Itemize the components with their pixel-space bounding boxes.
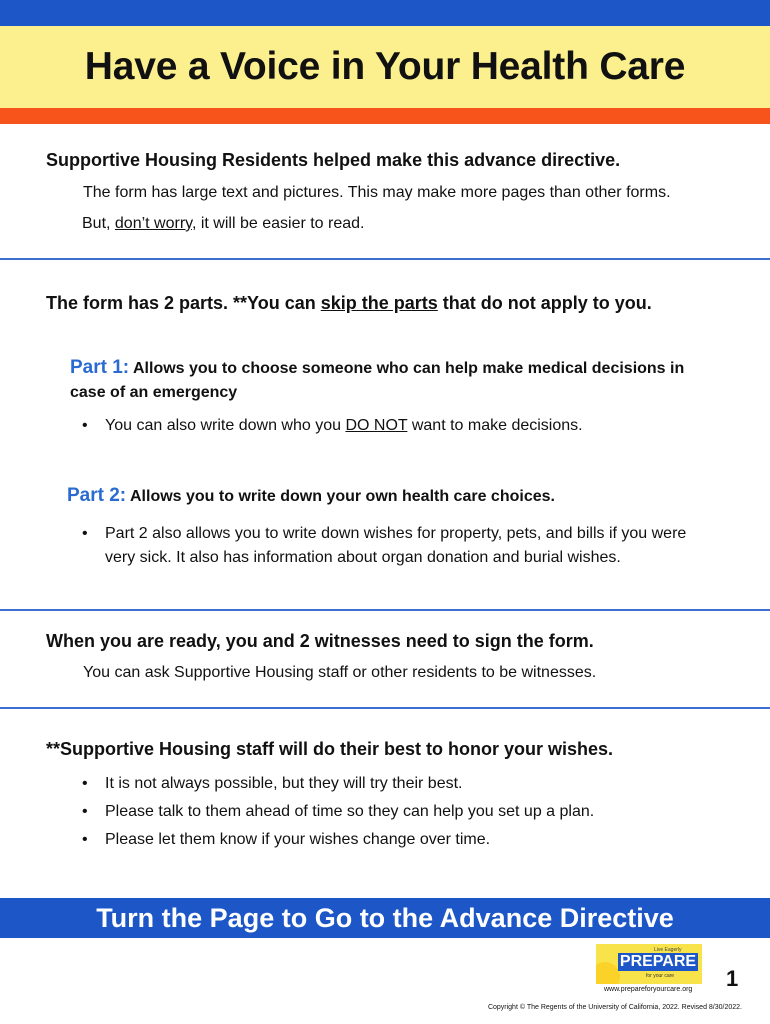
part-1-heading <box>70 356 720 405</box>
do-not-text: DO NOT <box>345 417 408 434</box>
part-1-bullet-b: want to make decisions. <box>407 417 583 434</box>
divider-2 <box>0 609 770 611</box>
honor-bullets <box>82 772 594 856</box>
parts-heading-a: The form has 2 parts. **You can <box>46 293 321 313</box>
list-item <box>82 772 594 796</box>
part-1-label: Part 1: <box>70 357 130 378</box>
prepare-logo <box>596 944 702 984</box>
part-1-bullets <box>82 414 583 438</box>
part-2-bullet: Part 2 also allows you to write down wishes for property, pets, and bills if you were very sick. It also has information about organ donation and burial wishes. <box>105 525 687 566</box>
honor-bullet-2: Please talk to them ahead of time so they can help you set up a plan. <box>105 803 595 820</box>
list-item <box>82 828 594 852</box>
parts-heading-b: that do not apply to you. <box>437 293 652 313</box>
intro-line-2 <box>82 215 365 233</box>
logo-small-text: Live Eagerly <box>654 947 682 953</box>
list-item <box>82 800 594 824</box>
turn-page-banner <box>0 898 770 938</box>
honor-bullet-1: It is not always possible, but they will try their best. <box>105 775 463 792</box>
sign-text: You can ask Supportive Housing staff or other residents to be witnesses. <box>83 664 597 681</box>
intro-line-2-b: , it will be easier to read. <box>191 215 365 232</box>
part-2-text: Allows you to write down your own health care choices. <box>126 488 555 505</box>
part-2-bullets <box>82 522 712 570</box>
honor-bullet-3: Please let them know if your wishes change over time. <box>105 831 491 848</box>
bullet-icon: • <box>82 417 88 434</box>
intro-line-2-a: But, <box>82 215 115 232</box>
bullet-icon: • <box>82 831 88 848</box>
part-2-heading <box>67 484 717 509</box>
copyright-text: Copyright © The Regents of the University of California, 2022. Revised 8/30/2022. <box>487 1004 742 1011</box>
orange-bar <box>0 108 770 124</box>
list-item <box>82 414 583 438</box>
honor-heading: **Supportive Housing staff will do their best to honor your wishes. <box>46 739 614 759</box>
top-blue-bar <box>0 0 770 26</box>
part-1-text: Allows you to choose someone who can help make medical decisions in case of an emergency <box>70 360 685 401</box>
website-url: www.prepareforyourcare.org <box>604 986 693 993</box>
dont-worry-text: don’t worry <box>114 215 192 232</box>
turn-page-text: Turn the Page to Go to the Advance Directive <box>96 902 674 933</box>
page-number: 1 <box>726 966 739 991</box>
logo-tagline: for your care <box>646 973 675 979</box>
page-title: Have a Voice in Your Health Care <box>84 45 686 88</box>
sun-icon <box>596 962 620 984</box>
intro-line-1: The form has large text and pictures. This may make more pages than other forms. <box>83 184 671 201</box>
title-band <box>0 26 770 108</box>
bullet-icon: • <box>82 775 88 792</box>
bullet-icon: • <box>82 803 88 820</box>
skip-parts-text: skip the parts <box>320 293 438 313</box>
bullet-icon: • <box>82 525 88 542</box>
parts-heading <box>46 293 652 314</box>
divider-1 <box>0 258 770 260</box>
sign-heading: When you are ready, you and 2 witnesses need to sign the form. <box>46 631 594 651</box>
part-1-bullet-a: You can also write down who you <box>105 417 346 434</box>
divider-3 <box>0 707 770 709</box>
intro-heading: Supportive Housing Residents helped make this advance directive. <box>46 150 621 170</box>
list-item <box>82 522 712 570</box>
logo-brand: PREPARE <box>619 953 697 970</box>
part-2-label: Part 2: <box>67 485 127 506</box>
